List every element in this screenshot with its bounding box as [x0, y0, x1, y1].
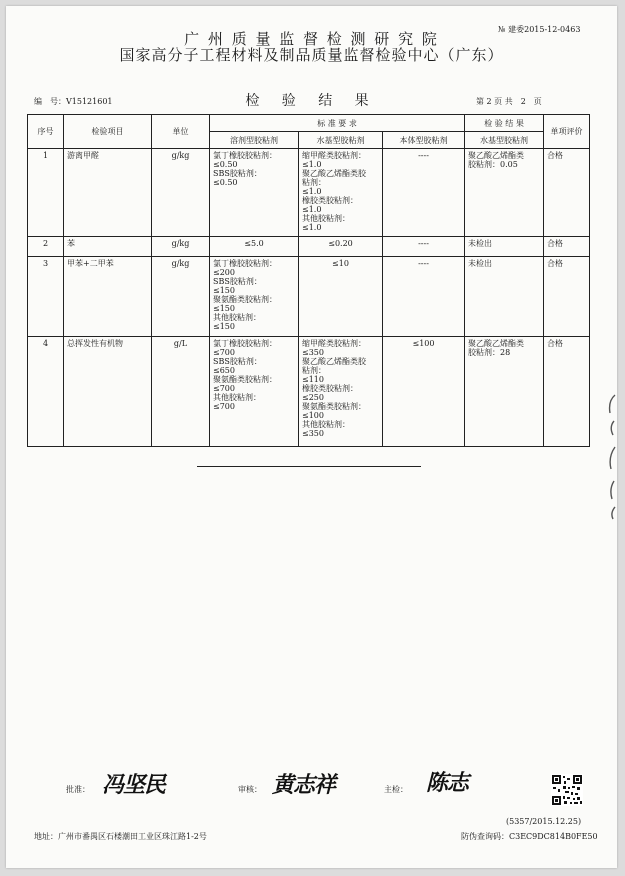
- header-standard: 标 准 要 求: [210, 115, 465, 132]
- cell-result: 聚乙酸乙烯酯类 胶粘剂：0.05: [465, 149, 544, 237]
- institute-title: 广 州 质 量 监 督 检 测 研 究 院: [184, 30, 439, 48]
- review-label: 审核：: [238, 785, 262, 794]
- serial-number: [34, 96, 113, 107]
- cell-water: 缩甲醛类胶粘剂： ≤350 聚乙酸乙烯酯类胶 粘剂： ≤110 橡胶类胶粘剂： ≤250 聚氨酯类胶粘剂： ≤100 其他胶粘剂： ≤350: [299, 337, 383, 447]
- approve-signature: 冯坚民: [102, 772, 166, 798]
- approve-label: 批准：: [66, 785, 90, 794]
- serial-label: 编 号：: [34, 97, 66, 106]
- cell-result: 未检出: [465, 237, 544, 257]
- cell-evaluation: 合格: [544, 149, 590, 237]
- cell-unit: g/L: [152, 337, 210, 447]
- header-item: 检验项目: [64, 115, 152, 149]
- page-title: 检 验 结 果: [245, 93, 378, 109]
- end-of-table-rule: [197, 466, 421, 467]
- cell-unit: g/kg: [152, 149, 210, 237]
- cell-item: 甲苯+二甲苯: [64, 257, 152, 337]
- subheader-result-water: 水基型胶粘剂: [465, 132, 544, 149]
- document-number: № 建委2015-12-0463: [498, 25, 581, 34]
- cell-result: 聚乙酸乙烯酯类 胶粘剂：28: [465, 337, 544, 447]
- cell-solvent: 氯丁橡胶胶粘剂： ≤200 SBS胶粘剂： ≤150 聚氨酯类胶粘剂： ≤150 其他胶粘剂： ≤150: [210, 257, 299, 337]
- cell-seq: 2: [28, 237, 64, 257]
- cell-seq: 1: [28, 149, 64, 237]
- review-signature: 黄志祥: [272, 772, 336, 798]
- anti-counterfeit-code: 防伪查询码：C3EC9DC814B0FE50: [461, 832, 598, 841]
- cell-item: 游离甲醛: [64, 149, 152, 237]
- seam-stamp-mark: [606, 391, 617, 521]
- table-row: [28, 237, 590, 257]
- cell-unit: g/kg: [152, 257, 210, 337]
- table-row: [28, 257, 590, 337]
- cell-water: 缩甲醛类胶粘剂： ≤1.0 聚乙酸乙烯酯类胶 粘剂： ≤1.0 橡胶类胶粘剂： ≤1.0 其他胶粘剂： ≤1.0: [299, 149, 383, 237]
- cell-bulk: ----: [383, 237, 465, 257]
- cell-bulk: ----: [383, 257, 465, 337]
- cell-solvent: 氯丁橡胶胶粘剂： ≤700 SBS胶粘剂： ≤650 聚氨酯类胶粘剂： ≤700 其他胶粘剂： ≤700: [210, 337, 299, 447]
- serial-value: V15121601: [66, 97, 113, 106]
- cell-seq: 4: [28, 337, 64, 447]
- header-unit: 单位: [152, 115, 210, 149]
- subheader-bulk: 本体型胶粘剂: [383, 132, 465, 149]
- cell-seq: 3: [28, 257, 64, 337]
- header-result: 检 验 结 果: [465, 115, 544, 132]
- address: 地址：广州市番禺区石楼潮田工业区珠江路1-2号: [34, 832, 207, 841]
- results-table: [27, 114, 590, 447]
- cell-evaluation: 合格: [544, 337, 590, 447]
- cell-bulk: ----: [383, 149, 465, 237]
- cell-water: ≤0.20: [299, 237, 383, 257]
- cell-evaluation: 合格: [544, 257, 590, 337]
- table-row: [28, 337, 590, 447]
- qr-code-icon: [551, 774, 583, 806]
- cell-evaluation: 合格: [544, 237, 590, 257]
- cell-result: 未检出: [465, 257, 544, 337]
- cell-item: 苯: [64, 237, 152, 257]
- page-indicator: 第 2 页 共 2 页: [476, 97, 542, 106]
- inspect-label: 主检：: [384, 785, 408, 794]
- cell-solvent: ≤5.0: [210, 237, 299, 257]
- cell-water: ≤10: [299, 257, 383, 337]
- subheader-solvent: 溶剂型胶粘剂: [210, 132, 299, 149]
- inspect-signature: 陈志: [426, 770, 469, 796]
- header-seq: 序号: [28, 115, 64, 149]
- center-title: 国家高分子工程材料及制品质量监督检验中心（广东）: [119, 46, 504, 64]
- table-row: [28, 149, 590, 237]
- header-evaluation: 单项评价: [544, 115, 590, 149]
- report-code: (5357/2015.12.25): [506, 817, 582, 826]
- subheader-water: 水基型胶粘剂: [299, 132, 383, 149]
- cell-solvent: 氯丁橡胶胶粘剂： ≤0.50 SBS胶粘剂： ≤0.50: [210, 149, 299, 237]
- cell-unit: g/kg: [152, 237, 210, 257]
- cell-item: 总挥发性有机物: [64, 337, 152, 447]
- cell-bulk: ≤100: [383, 337, 465, 447]
- report-page: [6, 6, 617, 868]
